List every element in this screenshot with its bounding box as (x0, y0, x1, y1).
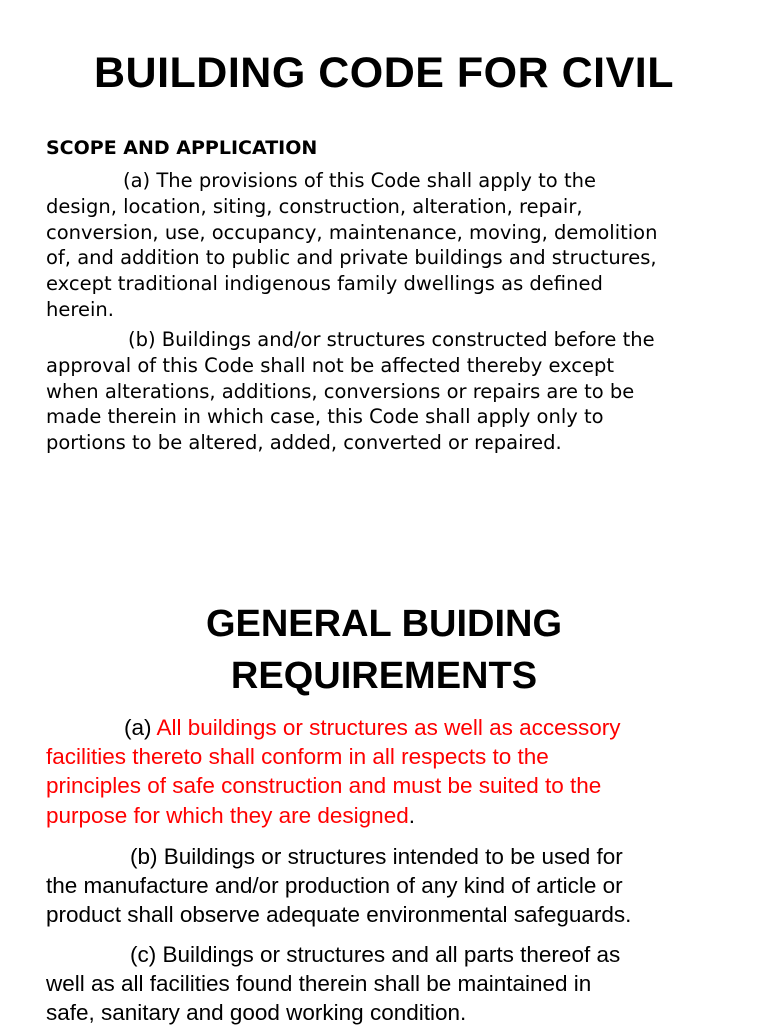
slide-general-requirements (0, 512, 768, 1024)
requirement-b (46, 842, 746, 930)
paragraph-a (46, 168, 736, 323)
requirement-a-label: (a) (124, 715, 157, 740)
requirement-a-line (46, 801, 746, 830)
paragraph-b-line: made therein in which case, this Code shall apply only to (46, 405, 604, 429)
requirement-c-line: well as all facilities found therein shall be maintained in (46, 971, 592, 997)
paragraph-a-line: of, and addition to public and private buildings and structures, (46, 246, 657, 270)
slide-title-line: GENERAL BUIDING (205, 603, 563, 645)
paragraph-b (46, 327, 736, 456)
requirement-b-line: product shall observe adequate environmental safeguards. (46, 902, 632, 928)
paragraph-a-line: conversion, use, occupancy, maintenance, moving, demolition (46, 220, 658, 244)
paragraph-a-line: (a) The provisions of this Code shall apply to the (123, 169, 596, 192)
paragraph-b-line: portions to be altered, added, converted or repaired. (46, 431, 562, 455)
paragraph-a-line: except traditional indigenous family dwellings as defined (46, 272, 603, 296)
requirement-c-line: (c) Buildings or structures and all parts thereof as (130, 942, 621, 967)
requirement-c (46, 940, 746, 1028)
slide-title-line: REQUIREMENTS (230, 655, 538, 697)
requirement-b-line: the manufacture and/or production of any kind of article or (46, 873, 623, 899)
slide-building-code (0, 0, 768, 512)
paragraph-a-line: design, location, siting, construction, alteration, repair, (46, 194, 583, 218)
slide-title (0, 598, 768, 702)
requirement-c-line: safe, sanitary and good working condition. (46, 1000, 467, 1026)
requirement-a-line: principles of safe construction and must be suited to the (46, 773, 602, 799)
requirement-a-emphasis: All buildings or structures as well as accessory (156, 715, 621, 740)
slide-title: BUILDING CODE FOR CIVIL (93, 49, 675, 97)
requirement-a-period: . (408, 802, 415, 828)
paragraph-b-line: when alterations, additions, conversions or repairs are to be (46, 379, 635, 403)
requirement-b-line: (b) Buildings or structures intended to be used for (130, 844, 623, 869)
paragraph-b-line: approval of this Code shall not be affected thereby except (46, 353, 615, 377)
requirement-a-line (46, 713, 746, 742)
paragraph-b-line: (b) Buildings and/or structures constructed before the (128, 328, 655, 351)
paragraph-a-line: herein. (46, 297, 114, 321)
section-heading-scope: SCOPE AND APPLICATION (46, 137, 318, 159)
requirement-a (46, 713, 746, 830)
requirement-a-emphasis: purpose for which they are designed (46, 802, 409, 828)
requirement-a-line: facilities thereto shall conform in all respects to the (46, 744, 549, 770)
